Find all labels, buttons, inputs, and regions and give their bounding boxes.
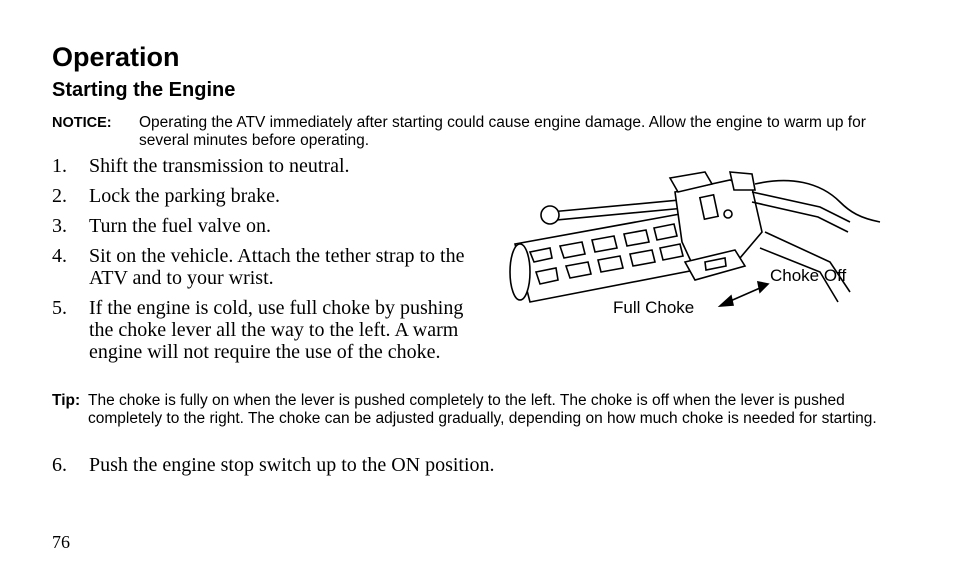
tip-label: Tip:	[52, 392, 81, 409]
choke-arrow	[720, 282, 768, 306]
page-title: Operation	[52, 42, 180, 72]
section-title: Starting the Engine	[52, 79, 236, 101]
page-number: 76	[52, 532, 70, 552]
step-text: Push the engine stop switch up to the ON position.	[89, 454, 495, 476]
list-item	[52, 454, 752, 476]
step-text: If the engine is cold, use full choke by pushing the choke lever all the way to the left. A warm engine will not require the use of the choke.	[89, 297, 464, 363]
step-number: 3.	[52, 215, 67, 237]
step-number: 6.	[52, 454, 67, 476]
tip-block	[52, 392, 892, 428]
tip-text: The choke is fully on when the lever is pushed completely to the left. The choke is off when the lever is pushed completely to the right. The choke can be adjusted gradually, depending on how much choke is needed for starting.	[88, 392, 877, 427]
list-item	[52, 185, 482, 207]
step-number: 4.	[52, 245, 67, 267]
step-number: 1.	[52, 155, 67, 177]
steps-list	[52, 155, 482, 371]
notice-label: NOTICE:	[52, 115, 112, 131]
list-item	[52, 155, 482, 177]
step-text: Shift the transmission to neutral.	[89, 155, 350, 177]
list-item	[52, 215, 482, 237]
step-text: Turn the fuel valve on.	[89, 215, 272, 237]
handlebar-choke-figure	[490, 162, 890, 332]
choke-off-label: Choke Off	[770, 266, 847, 285]
step-number: 2.	[52, 185, 67, 207]
notice-block	[52, 114, 892, 150]
step-number: 5.	[52, 297, 67, 319]
notice-text: Operating the ATV immediately after starting could cause engine damage. Allow the engine to warm up for several minutes before operating.	[139, 114, 866, 149]
list-item	[52, 297, 469, 363]
step-text: Sit on the vehicle. Attach the tether strap to the ATV and to your wrist.	[89, 245, 465, 289]
step-text: Lock the parking brake.	[89, 185, 281, 207]
list-item	[52, 245, 482, 289]
full-choke-label: Full Choke	[613, 298, 695, 317]
